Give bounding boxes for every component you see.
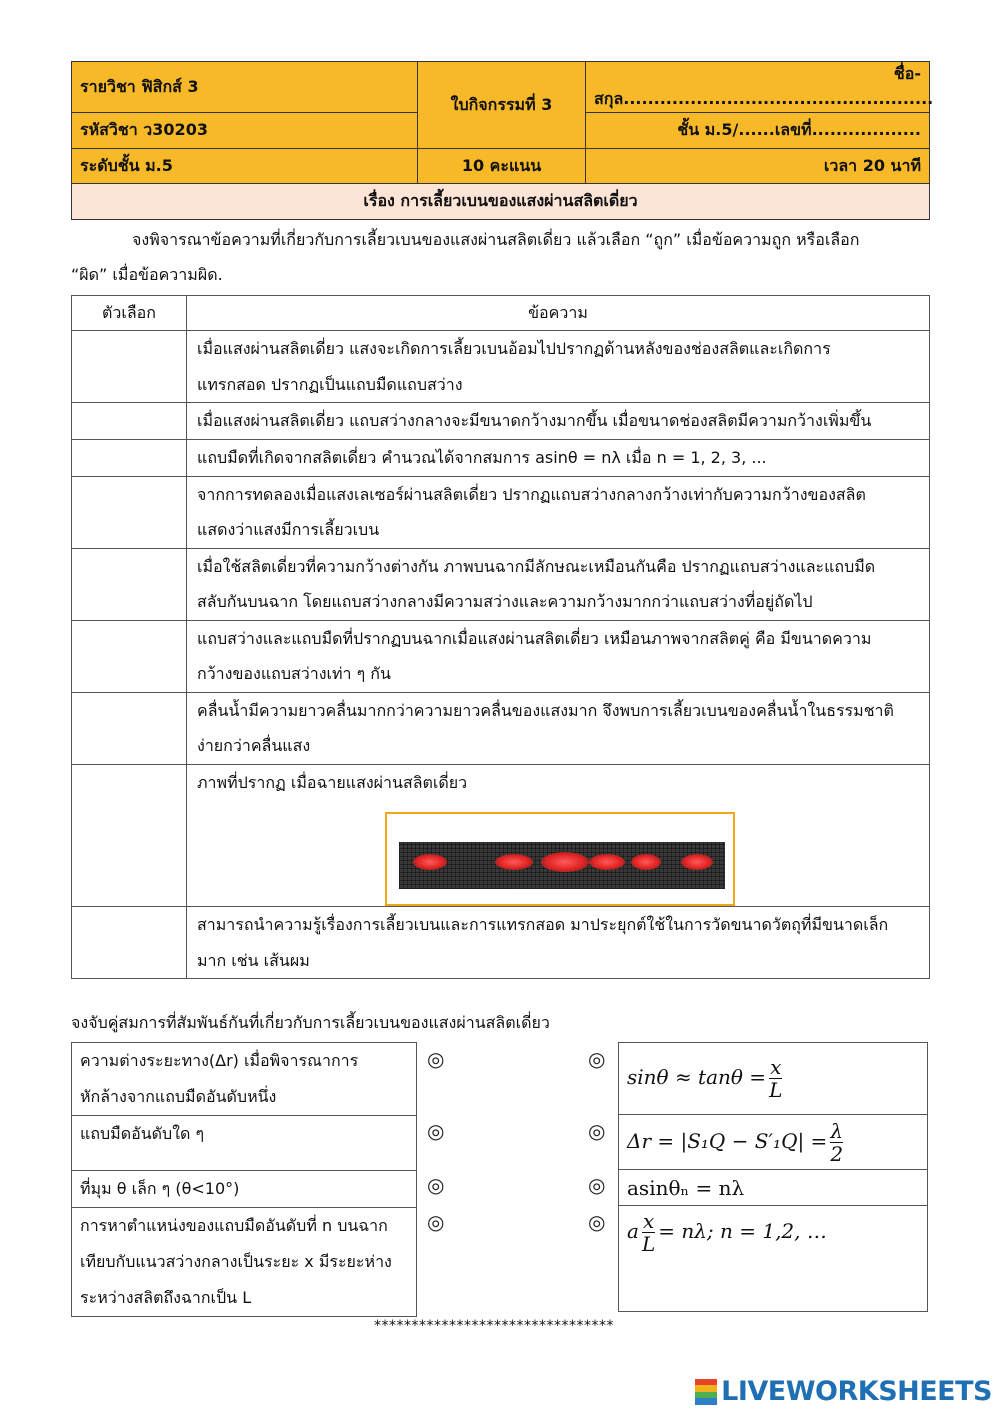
table-row bbox=[72, 331, 930, 403]
statement-text: เมื่อแสงผ่านสลิตเดี่ยว แสงจะเกิดการเลี้ยวเบนอ้อมไปปรากฏด้านหลังของช่องสลิตและเกิดการ bbox=[197, 339, 831, 358]
answer-dropdown[interactable] bbox=[72, 692, 187, 764]
statement-text: เมื่อแสงผ่านสลิตเดี่ยว แถบสว่างกลางจะมีขนาดกว้างมากขึ้น เมื่อขนาดช่องสลิตมีความกว้างเพิ่มขึ้น bbox=[197, 411, 872, 430]
matching-left-item: การหาตำแหน่งของแถบมืดอันดับที่ n บนฉาก เทียบกับแนวสว่างกลางเป็นระยะ x มีระยะห่าง ระหว่างสลิตถึงฉากเป็น L bbox=[72, 1208, 417, 1317]
table-row bbox=[72, 692, 930, 764]
liveworksheets-logo[interactable] bbox=[695, 1376, 992, 1407]
matching-left-item: แถบมืดอันดับใด ๆ bbox=[72, 1116, 417, 1171]
equation-fringe-position: a $\frac{x}{L}$ = nλ; n = 1,2, … bbox=[619, 1206, 928, 1312]
statement-column-header: ข้อความ bbox=[187, 296, 930, 331]
bright-fringe bbox=[681, 854, 713, 870]
subject-code: รหัสวิชา ว30203 bbox=[72, 113, 418, 149]
class-number-field: ชั้น ม.5/......เลขที่.................. bbox=[586, 113, 930, 149]
time-limit: เวลา 20 นาที bbox=[586, 149, 930, 184]
statement-text: แถบมืดที่เกิดจากสลิตเดี่ยว คำนวณได้จากสมการ asinθ = nλ เมื่อ n = 1, 2, 3, ... bbox=[197, 447, 767, 467]
equation-small-angle: sinθ ≈ tanθ = $\frac{x}{L}$ bbox=[619, 1043, 928, 1115]
bright-fringe bbox=[413, 854, 447, 870]
answer-dropdown[interactable] bbox=[72, 439, 187, 476]
topic-title: เรื่อง การเลี้ยวเบนของแสงผ่านสลิตเดี่ยว bbox=[72, 184, 930, 220]
matching-left-column bbox=[71, 1042, 417, 1317]
matching-left-item: ที่มุม θ เล็ก ๆ (θ<10°) bbox=[72, 1171, 417, 1208]
worksheet-header bbox=[71, 61, 934, 220]
diffraction-screen bbox=[399, 842, 725, 889]
statement-text: สามารถนำความรู้เรื่องการเลี้ยวเบนและการแทรกสอด มาประยุกต์ใช้ในการวัดขนาดวัตถุที่มีขนาดเล็ก bbox=[197, 915, 889, 934]
table-row bbox=[72, 907, 930, 979]
matching-left-item: ความต่างระยะทาง(Δr) เมื่อพิจารณาการ หักล้างจากแถบมืดอันดับหนึ่ง bbox=[72, 1043, 417, 1116]
statement-text: แสดงว่าแสงมีการเลี้ยวเบน bbox=[197, 520, 380, 539]
worksheet-number: ใบกิจกรรมที่ 3 bbox=[418, 62, 586, 149]
table-row bbox=[72, 403, 930, 440]
true-false-table bbox=[71, 295, 930, 979]
answer-dropdown[interactable] bbox=[72, 476, 187, 548]
grade-level: ระดับชั้น ม.5 bbox=[72, 149, 418, 184]
table-row bbox=[72, 439, 930, 476]
logo-badge-icon bbox=[695, 1379, 717, 1405]
statement-text: คลื่นน้ำมีความยาวคลื่นมากกว่าความยาวคลื่นของแสงมาก จึงพบการเลี้ยวเบนของคลื่นน้ำในธรรมชาติ bbox=[197, 700, 894, 720]
statement-text: ภาพที่ปรากฏ เมื่อฉายแสงผ่านสลิตเดี่ยว bbox=[197, 772, 468, 792]
total-score: 10 คะแนน bbox=[418, 149, 586, 184]
central-bright-fringe bbox=[541, 852, 589, 872]
answer-dropdown[interactable] bbox=[72, 403, 187, 440]
bright-fringe bbox=[589, 854, 625, 870]
table-row bbox=[72, 476, 930, 548]
match-point-left[interactable]: ◎ bbox=[427, 1210, 445, 1234]
option-column-header: ตัวเลือก bbox=[72, 296, 187, 331]
match-point-left[interactable]: ◎ bbox=[427, 1173, 445, 1197]
logo-text: LIVEWORKSHEETS bbox=[721, 1376, 992, 1407]
answer-dropdown[interactable] bbox=[72, 548, 187, 620]
table-row bbox=[72, 764, 930, 907]
statement-text: แถบสว่างและแถบมืดที่ปรากฏบนฉากเมื่อแสงผ่านสลิตเดี่ยว เหมือนภาพจากสลิตคู่ คือ มีขนาดความ bbox=[197, 628, 872, 648]
table-row bbox=[72, 620, 930, 692]
statement-text: เมื่อใช้สลิตเดี่ยวที่ความกว้างต่างกัน ภาพบนฉากมีลักษณะเหมือนกันคือ ปรากฏแถบสว่างและแถบมืด bbox=[197, 556, 876, 576]
diffraction-pattern-image bbox=[385, 812, 735, 906]
match-point-left[interactable]: ◎ bbox=[427, 1047, 445, 1071]
answer-dropdown[interactable] bbox=[72, 907, 187, 979]
match-point-right[interactable]: ◎ bbox=[588, 1119, 606, 1143]
bright-fringe bbox=[631, 854, 661, 870]
table-row bbox=[72, 548, 930, 620]
end-divider: ******************************** bbox=[374, 1318, 614, 1334]
matching-instructions: จงจับคู่สมการที่สัมพันธ์กันที่เกี่ยวกับการเลี้ยวเบนของแสงผ่านสลิตเดี่ยว bbox=[71, 1013, 550, 1032]
answer-dropdown[interactable] bbox=[72, 331, 187, 403]
statement-text: กว้างของแถบสว่างเท่า ๆ กัน bbox=[197, 664, 391, 683]
statement-text: จากการทดลองเมื่อแสงเลเซอร์ผ่านสลิตเดี่ยว ปรากฏแถบสว่างกลางกว้างเท่ากับความกว้างของสลิต bbox=[197, 484, 866, 504]
match-point-right[interactable]: ◎ bbox=[588, 1047, 606, 1071]
statement-text: มาก เช่น เส้นผม bbox=[197, 950, 310, 970]
statement-text: สลับกันบนฉาก โดยแถบสว่างกลางมีความสว่างและความกว้างมากกว่าแถบสว่างที่อยู่ถัดไป bbox=[197, 592, 813, 611]
statement-text: แทรกสอด ปรากฏเป็นแถบมืดแถบสว่าง bbox=[197, 374, 463, 394]
bright-fringe bbox=[495, 854, 533, 870]
match-point-right[interactable]: ◎ bbox=[588, 1173, 606, 1197]
equation-path-difference: Δr = |S₁Q − S′₁Q| = $\frac{\lambda}{2}$ bbox=[619, 1115, 928, 1170]
student-name-field: ชื่อ-สกุล................................................... bbox=[586, 62, 930, 113]
answer-dropdown[interactable] bbox=[72, 764, 187, 907]
match-point-right[interactable]: ◎ bbox=[588, 1210, 606, 1234]
equation-dark-fringe: asinθₙ = nλ bbox=[619, 1170, 928, 1206]
subject: รายวิชา ฟิสิกส์ 3 bbox=[72, 62, 418, 113]
match-point-left[interactable]: ◎ bbox=[427, 1119, 445, 1143]
answer-dropdown[interactable] bbox=[72, 620, 187, 692]
instructions-line-1: จงพิจารณาข้อความที่เกี่ยวกับการเลี้ยวเบนของแสงผ่านสลิตเดี่ยว แล้วเลือก “ถูก” เมื่อข้อความถูก หรือเลือก bbox=[132, 230, 860, 249]
statement-text: ง่ายกว่าคลื่นแสง bbox=[197, 736, 311, 755]
matching-right-column bbox=[618, 1042, 928, 1312]
instructions-line-2: “ผิด” เมื่อข้อความผิด. bbox=[71, 265, 223, 284]
